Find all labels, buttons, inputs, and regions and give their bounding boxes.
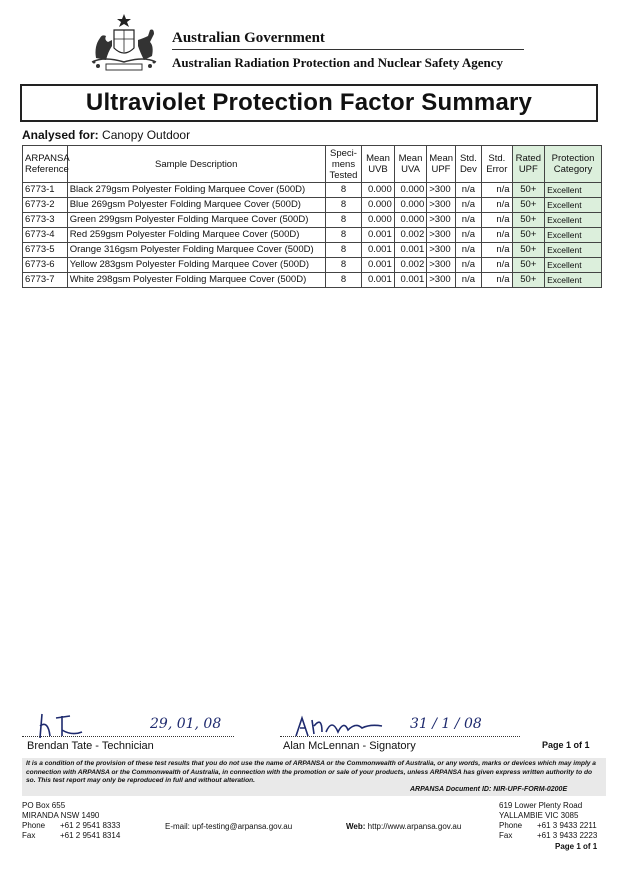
cell-reference: 6773-5 — [23, 243, 68, 258]
cell-std-dev: n/a — [455, 198, 481, 213]
table-header-row — [23, 146, 602, 183]
cell-rated-upf: 50+ — [512, 228, 545, 243]
cell-specimens: 8 — [325, 273, 362, 288]
cell-std-error: n/a — [482, 198, 512, 213]
address-miranda — [22, 801, 120, 841]
cell-std-dev: n/a — [455, 213, 481, 228]
address-line: YALLAMBIE VIC 3085 — [499, 811, 579, 820]
phone-row: Phone +61 2 9541 8333 — [22, 821, 121, 830]
cell-mean-upf: >300 — [427, 198, 455, 213]
cell-mean-uvb: 0.001 — [362, 273, 395, 288]
cell-std-dev: n/a — [455, 258, 481, 273]
header-std-error: Std. Error — [482, 146, 512, 183]
cell-mean-uvb: 0.001 — [362, 228, 395, 243]
signatory-date: 31 / 1 / 08 — [410, 716, 482, 732]
signatory-signature-line — [280, 736, 520, 737]
cell-specimens: 8 — [325, 258, 362, 273]
cell-std-error: n/a — [482, 258, 512, 273]
cell-description: Red 259gsm Polyester Folding Marquee Cover (500D) — [67, 228, 325, 243]
cell-mean-uva: 0.002 — [394, 258, 427, 273]
cell-mean-uvb: 0.000 — [362, 183, 395, 198]
cell-rated-upf: 50+ — [512, 183, 545, 198]
cell-protection-category: Excellent — [545, 183, 602, 198]
address-line: 619 Lower Plenty Road — [499, 801, 583, 810]
cell-mean-upf: >300 — [427, 273, 455, 288]
cell-reference: 6773-6 — [23, 258, 68, 273]
cell-specimens: 8 — [325, 198, 362, 213]
header-sample-description: Sample Description — [67, 146, 325, 183]
header-protection-category: Protection Category — [545, 146, 602, 183]
cell-protection-category: Excellent — [545, 273, 602, 288]
cell-description: Yellow 283gsm Polyester Folding Marquee Cover (500D) — [67, 258, 325, 273]
cell-description: Green 299gsm Polyester Folding Marquee Cover (500D) — [67, 213, 325, 228]
cell-mean-uva: 0.000 — [394, 213, 427, 228]
technician-name: Brendan Tate - Technician — [27, 740, 154, 752]
government-name: Australian Government — [172, 30, 325, 46]
title-box — [20, 84, 598, 122]
cell-std-dev: n/a — [455, 183, 481, 198]
cell-std-dev: n/a — [455, 243, 481, 258]
cell-protection-category: Excellent — [545, 243, 602, 258]
cell-rated-upf: 50+ — [512, 213, 545, 228]
cell-mean-uvb: 0.000 — [362, 198, 395, 213]
cell-mean-uva: 0.000 — [394, 183, 427, 198]
page-number-top: Page 1 of 1 — [542, 740, 590, 750]
header-specimens-tested: Speci- mens Tested — [325, 146, 362, 183]
cell-specimens: 8 — [325, 213, 362, 228]
cell-description: Orange 316gsm Polyester Folding Marquee Cover (500D) — [67, 243, 325, 258]
analysed-for-value: Canopy Outdoor — [102, 128, 191, 142]
cell-reference: 6773-2 — [23, 198, 68, 213]
cell-reference: 6773-7 — [23, 273, 68, 288]
table-row — [23, 183, 602, 198]
cell-mean-uvb: 0.001 — [362, 258, 395, 273]
address-yallambie — [499, 801, 597, 841]
cell-protection-category: Excellent — [545, 198, 602, 213]
header-mean-uva: Mean UVA — [394, 146, 427, 183]
cell-protection-category: Excellent — [545, 258, 602, 273]
table-row — [23, 198, 602, 213]
cell-mean-uva: 0.001 — [394, 243, 427, 258]
header-rated-upf: Rated UPF — [512, 146, 545, 183]
cell-mean-upf: >300 — [427, 228, 455, 243]
fax-row: Fax +61 2 9541 8314 — [22, 831, 121, 840]
upf-results-table — [22, 145, 602, 288]
cell-reference: 6773-4 — [23, 228, 68, 243]
cell-protection-category: Excellent — [545, 213, 602, 228]
cell-rated-upf: 50+ — [512, 243, 545, 258]
header-reference: ARPANSA Reference — [23, 146, 68, 183]
cell-rated-upf: 50+ — [512, 273, 545, 288]
phone-row: Phone +61 3 9433 2211 — [499, 821, 597, 830]
address-line: PO Box 655 — [22, 801, 66, 810]
table-row — [23, 273, 602, 288]
cell-description: Black 279gsm Polyester Folding Marquee Cover (500D) — [67, 183, 325, 198]
table-row — [23, 228, 602, 243]
cell-std-error: n/a — [482, 228, 512, 243]
address-line: MIRANDA NSW 1490 — [22, 811, 100, 820]
cell-mean-upf: >300 — [427, 243, 455, 258]
cell-reference: 6773-3 — [23, 213, 68, 228]
cell-description: Blue 269gsm Polyester Folding Marquee Cover (500D) — [67, 198, 325, 213]
cell-description: White 298gsm Polyester Folding Marquee Cover (500D) — [67, 273, 325, 288]
cell-specimens: 8 — [325, 183, 362, 198]
web-link[interactable]: http://www.arpansa.gov.au — [367, 822, 462, 831]
cell-mean-upf: >300 — [427, 183, 455, 198]
table-row — [23, 243, 602, 258]
cell-std-error: n/a — [482, 183, 512, 198]
cell-std-dev: n/a — [455, 273, 481, 288]
email-contact[interactable]: E-mail: upf-testing@arpansa.gov.au — [165, 822, 293, 831]
header-mean-upf: Mean UPF — [427, 146, 455, 183]
agency-name: Australian Radiation Protection and Nuclear Safety Agency — [172, 55, 504, 70]
technician-date: 29, 01, 08 — [150, 716, 222, 732]
fax-row: Fax +61 3 9433 2223 — [499, 831, 598, 840]
cell-reference: 6773-1 — [23, 183, 68, 198]
web-contact[interactable] — [346, 822, 461, 831]
cell-rated-upf: 50+ — [512, 198, 545, 213]
cell-mean-upf: >300 — [427, 213, 455, 228]
cell-std-error: n/a — [482, 273, 512, 288]
table-row — [23, 258, 602, 273]
cell-mean-upf: >300 — [427, 258, 455, 273]
cell-std-error: n/a — [482, 213, 512, 228]
cell-specimens: 8 — [325, 243, 362, 258]
technician-signature-line — [22, 736, 234, 737]
web-label: Web: — [346, 822, 366, 831]
cell-std-error: n/a — [482, 243, 512, 258]
analysed-for — [22, 128, 190, 142]
header-mean-uvb: Mean UVB — [362, 146, 395, 183]
header-std-dev: Std. Dev — [455, 146, 481, 183]
table-row — [23, 213, 602, 228]
signatory-name: Alan McLennan - Signatory — [283, 740, 416, 752]
cell-mean-uvb: 0.000 — [362, 213, 395, 228]
cell-protection-category: Excellent — [545, 228, 602, 243]
cell-mean-uvb: 0.001 — [362, 243, 395, 258]
cell-rated-upf: 50+ — [512, 258, 545, 273]
document-id: ARPANSA Document ID: NIR-UPF-FORM-0200E — [410, 786, 568, 793]
disclaimer-text: It is a condition of the provision of these test results that you do not use the name of ARPANSA or the Commonwealth of Australia, or any words, marks or devices which may imply a connection with ARPANSA or the Commonwealth of Australia, in connection with the promotion or sale of your products, unless ARPANSA has given express written authority to do so. This test report may only be reproduced in full and without alteration. — [22, 758, 606, 796]
cell-mean-uva: 0.001 — [394, 273, 427, 288]
analysed-for-label: Analysed for: — [22, 128, 99, 142]
table-body — [23, 183, 602, 288]
cell-specimens: 8 — [325, 228, 362, 243]
commonwealth-coat-of-arms-icon — [84, 12, 164, 74]
header-divider — [172, 49, 524, 50]
document-title: Ultraviolet Protection Factor Summary — [85, 89, 533, 116]
page-number-bottom: Page 1 of 1 — [555, 842, 598, 851]
cell-mean-uva: 0.000 — [394, 198, 427, 213]
cell-std-dev: n/a — [455, 228, 481, 243]
cell-mean-uva: 0.002 — [394, 228, 427, 243]
